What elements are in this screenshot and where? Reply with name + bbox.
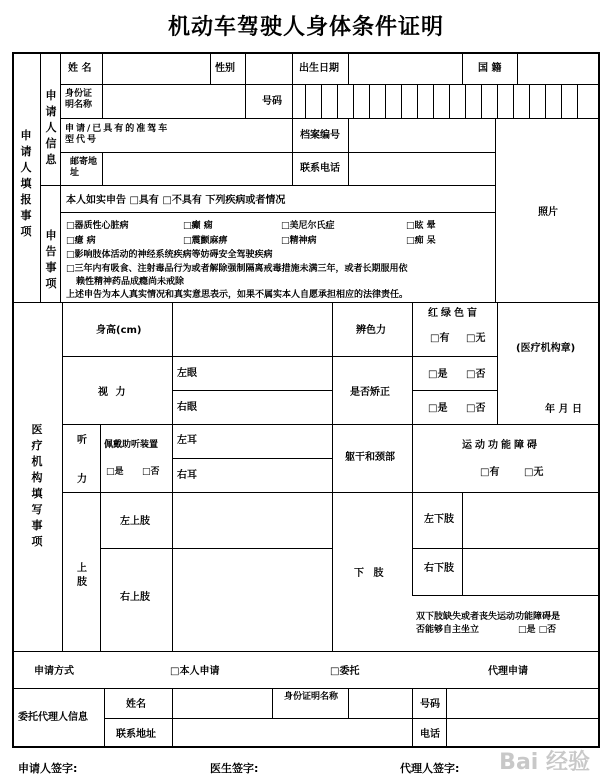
right-ear-label: 右耳 xyxy=(177,470,197,481)
left-lower-label: 左下肢 xyxy=(424,514,454,525)
right-eye-label: 右眼 xyxy=(177,402,197,413)
corrected-right-yes: □是 xyxy=(428,403,448,414)
declaration-label: 申告事项 xyxy=(45,229,57,290)
height-label: 身高(cm) xyxy=(96,325,142,336)
apply-entrust-option: □委托 xyxy=(330,666,360,677)
phone-label: 联系电话 xyxy=(300,163,340,174)
color-sense-label: 辨色力 xyxy=(356,325,386,336)
lower-label: 下 肢 xyxy=(354,568,387,579)
agent-address-label: 联系地址 xyxy=(116,729,156,740)
file-no-label: 档案编号 xyxy=(300,130,340,141)
lower-note-1: 双下肢缺失或者丧失运动功能障碍是 xyxy=(416,612,561,622)
disease-vertigo: □眩 晕 xyxy=(406,221,436,231)
medical-section-label: 医疗机构填写事项 xyxy=(31,423,43,548)
right-lower-label: 右下肢 xyxy=(424,563,454,574)
apply-agent-label: 代理申请 xyxy=(488,666,528,677)
color-blind-yes: □有 xyxy=(430,333,450,344)
watermark-logo: Bai 经验 xyxy=(499,750,590,775)
hearing-aid-no: □否 xyxy=(142,467,160,477)
color-blind-label: 红绿色盲 xyxy=(428,308,480,319)
corrected-label: 是否矫正 xyxy=(350,387,390,398)
left-eye-label: 左眼 xyxy=(177,368,197,379)
hearing-label-1: 听 xyxy=(77,435,87,446)
hearing-label-2: 力 xyxy=(77,474,87,485)
disease-parkinson: □震颤麻痹 xyxy=(183,236,228,246)
applicant-section-label: 申请人填报事项 xyxy=(20,129,32,238)
lower-note-options: □是 □否 xyxy=(518,625,557,635)
motor-no: □无 xyxy=(524,467,544,478)
vision-label: 视 力 xyxy=(98,387,128,398)
motor-yes: □有 xyxy=(480,467,500,478)
trunk-label: 躯干和颈部 xyxy=(345,452,395,463)
disease-dementia: □痴 呆 xyxy=(406,236,436,246)
truth-statement: 上述申告为本人真实情况和真实意思表示，如果不属实本人自愿承担相应的法律责任。 xyxy=(66,290,409,300)
page-title: 机动车驾驶人身体条件证明 xyxy=(167,14,444,40)
agent-name-label: 姓名 xyxy=(126,699,146,710)
agent-signature-label: 代理人签字: xyxy=(400,762,460,775)
disease-epilepsy: □癫 痫 xyxy=(183,221,213,231)
applicant-signature-label: 申请人签字: xyxy=(18,762,78,775)
applicant-info-label: 申请人信息 xyxy=(45,89,57,166)
photo-label: 照片 xyxy=(538,207,558,218)
disease-meniere: □美尼尔氏症 xyxy=(281,221,335,231)
corrected-left-no: □否 xyxy=(466,369,486,380)
lower-note-2: 否能够自主坐立 xyxy=(416,625,480,635)
upper-label-1: 上 xyxy=(77,563,87,574)
nationality-label: 国 籍 xyxy=(478,63,502,74)
birth-label: 出生日期 xyxy=(299,63,339,74)
date-label: 年 月 日 xyxy=(545,404,582,415)
agent-info-label: 委托代理人信息 xyxy=(18,712,88,723)
gender-label: 性别 xyxy=(215,63,235,74)
left-upper-label: 左上肢 xyxy=(120,516,150,527)
disease-heart: □器质性心脏病 xyxy=(66,221,129,231)
id-doc-label: 身份证明名称 xyxy=(65,89,93,110)
corrected-right-no: □否 xyxy=(466,403,486,414)
drug-statement-2: 赖性精神药品成瘾尚未戒除 xyxy=(76,277,185,287)
license-type-label: 申请/已具有的准驾车型代号 xyxy=(65,124,170,145)
seal-label: (医疗机构章) xyxy=(516,343,576,354)
corrected-left-yes: □是 xyxy=(428,369,448,380)
disease-neuro: □影响肢体活动的神经系统疾病等妨碍安全驾驶疾病 xyxy=(66,250,273,260)
apply-method-label: 申请方式 xyxy=(34,666,74,677)
drug-statement-1: □三年内有吸食、注射毒品行为或者解除强制隔离戒毒措施未满三年，或者长期服用依 xyxy=(66,264,408,274)
color-blind-no: □无 xyxy=(466,333,486,344)
right-upper-label: 右上肢 xyxy=(120,592,150,603)
postal-label: 邮寄地址 xyxy=(70,157,98,178)
doctor-signature-label: 医生签字: xyxy=(210,762,259,775)
hearing-aid-yes: □是 xyxy=(106,467,124,477)
left-ear-label: 左耳 xyxy=(177,435,197,446)
apply-self-option: □本人申请 xyxy=(170,666,220,677)
declaration-intro: 本人如实申告 □具有 □不具有 下列疾病或者情况 xyxy=(66,195,286,206)
hearing-aid-label: 佩戴助听装置 xyxy=(104,440,159,450)
motor-label: 运动功能障碍 xyxy=(462,440,540,451)
agent-number-label: 号码 xyxy=(420,699,440,710)
id-number-label: 号码 xyxy=(262,96,282,107)
agent-phone-label: 电话 xyxy=(420,729,440,740)
upper-label-2: 肢 xyxy=(77,577,87,588)
disease-psychosis: □精神病 xyxy=(281,236,317,246)
agent-id-doc-label: 身份证明名称 xyxy=(283,692,338,702)
disease-hysteria: □癔 病 xyxy=(66,236,96,246)
name-label: 姓 名 xyxy=(68,63,92,74)
